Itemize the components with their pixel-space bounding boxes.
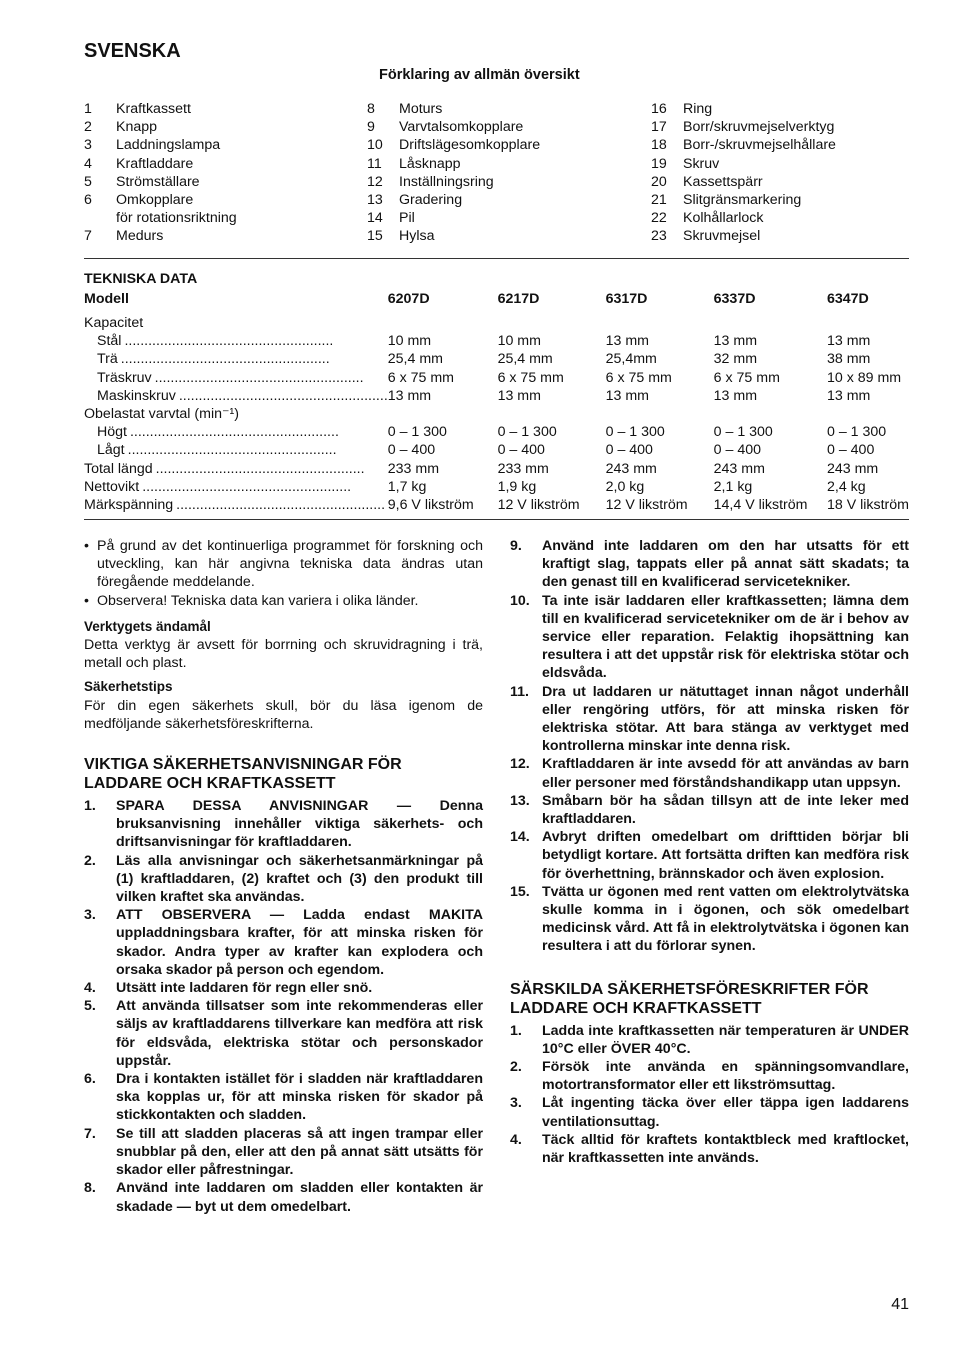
note-bullet bbox=[84, 537, 483, 592]
section1-list-left bbox=[84, 797, 483, 1216]
spec-value: 13 mm bbox=[605, 333, 649, 350]
spec-value: 12 V likström bbox=[497, 497, 580, 514]
spec-leader-dots: ..................................................... bbox=[142, 478, 352, 495]
legend-number: 3 bbox=[84, 137, 92, 154]
list-item-number: 15. bbox=[510, 883, 530, 900]
list-item bbox=[84, 997, 483, 1070]
legend-label: Strömställare bbox=[116, 173, 200, 190]
purpose-heading: Verktygets ändamål bbox=[84, 618, 211, 634]
list-item-text: Låt ingenting täcka över eller täppa igen laddarens ventilationsuttag. bbox=[542, 1095, 909, 1130]
spec-label-cell bbox=[84, 423, 388, 441]
spec-value: 0 – 400 bbox=[605, 442, 653, 459]
spec-value: 2,4 kg bbox=[827, 478, 866, 495]
spec-leader-dots: ..................................................... bbox=[124, 333, 334, 350]
legend-number: 6 bbox=[84, 192, 92, 209]
spec-value bbox=[714, 314, 827, 332]
spec-row bbox=[84, 350, 909, 368]
legend-item bbox=[84, 191, 354, 209]
list-item bbox=[84, 1179, 483, 1215]
legend-number: 11 bbox=[367, 155, 382, 172]
spec-leader-dots: ..................................................... bbox=[176, 497, 386, 514]
list-item-text: Utsätt inte laddaren för regn eller snö. bbox=[116, 980, 373, 997]
legend-item bbox=[367, 173, 637, 191]
legend-number bbox=[84, 209, 116, 227]
spec-value: 243 mm bbox=[713, 460, 765, 477]
spec-value: 2,0 kg bbox=[605, 478, 645, 495]
legend-item bbox=[84, 227, 354, 245]
legend-number: 5 bbox=[84, 173, 92, 190]
legend-item bbox=[367, 118, 637, 136]
left-column bbox=[84, 537, 483, 1216]
spec-value: 13 mm bbox=[713, 333, 758, 350]
spec-value: 0 – 1 300 bbox=[605, 424, 665, 441]
list-item-text: Använd inte laddaren om den har utsatts för ett kraftigt slag, tappats eller på annat sätt skadats; ta den genast till en kvalificerad servicetekniker. bbox=[542, 538, 909, 591]
list-item-number: 1. bbox=[84, 798, 96, 815]
spec-leader-dots: ..................................................... bbox=[129, 424, 339, 441]
spec-label bbox=[84, 478, 388, 496]
list-item-text: Ta inte isär laddaren eller kraftkassetten; lämna dem till en kvalificerad servicetekniker om de är i behov av service eller reparation. Felaktig ihopsättning kan resultera i att det uppstår risk för elektriska stötar och eldsvåda. bbox=[542, 592, 909, 682]
spec-value: 12 V likström bbox=[605, 497, 688, 514]
spec-label bbox=[84, 441, 388, 459]
legend-number: 1 bbox=[84, 101, 92, 117]
legend-item bbox=[367, 155, 637, 173]
spec-row bbox=[84, 478, 909, 496]
spec-label bbox=[84, 423, 388, 441]
legend-item bbox=[367, 227, 637, 245]
right-column bbox=[510, 537, 909, 1167]
list-item-number: 12. bbox=[510, 756, 530, 773]
legend-item bbox=[84, 100, 354, 118]
list-item-number: 3. bbox=[510, 1095, 522, 1112]
list-item-number: 3. bbox=[84, 907, 96, 924]
spec-value bbox=[606, 405, 714, 423]
legend-item bbox=[651, 155, 921, 173]
legend-number: 4 bbox=[84, 155, 92, 172]
legend-label: Borr/skruvmejselverktyg bbox=[683, 119, 835, 136]
spec-label bbox=[84, 350, 388, 368]
spec-row bbox=[84, 387, 909, 405]
spec-leader-dots bbox=[239, 405, 388, 423]
legend-number: 13 bbox=[367, 192, 383, 209]
list-item-number: 14. bbox=[510, 829, 530, 846]
legend-label: Inställningsring bbox=[399, 173, 494, 190]
legend-number: 10 bbox=[367, 137, 383, 154]
list-item bbox=[510, 883, 909, 956]
legend-label: för rotationsriktning bbox=[116, 210, 237, 227]
spec-row bbox=[84, 314, 909, 332]
list-item bbox=[84, 797, 483, 852]
list-item-number: 2. bbox=[510, 1059, 522, 1076]
spec-value bbox=[498, 405, 606, 423]
note-text: Observera! Tekniska data kan variera i olika länder. bbox=[97, 592, 419, 609]
legend-label: Omkopplare bbox=[116, 192, 194, 209]
spec-row bbox=[84, 369, 909, 387]
list-item bbox=[510, 1022, 909, 1058]
list-item-text: Dra i kontakten istället för i sladden när kraftladdaren ska kopplas ur, för att minska risken för skador på stickkontakten och sladden. bbox=[116, 1071, 483, 1124]
spec-value: 1,7 kg bbox=[387, 478, 427, 495]
spec-value: 14,4 V likström bbox=[713, 497, 808, 514]
spec-value: 13 mm bbox=[713, 387, 758, 404]
spec-row bbox=[84, 441, 909, 459]
spec-value: 13 mm bbox=[387, 387, 432, 404]
list-item-number: 1. bbox=[510, 1022, 522, 1039]
list-item-text: Småbarn bör ha sådan tillsyn att de inte leker med kraftladdaren. bbox=[542, 792, 909, 828]
spec-label-text: Stål bbox=[97, 333, 122, 350]
spec-leader-dots: ..................................................... bbox=[178, 387, 388, 404]
list-item-number: 7. bbox=[84, 1125, 96, 1142]
spec-value: 0 – 400 bbox=[713, 442, 761, 459]
spec-label-cell bbox=[84, 387, 388, 405]
legend-number: 7 bbox=[84, 228, 92, 245]
spec-label-cell bbox=[84, 314, 388, 332]
spec-label-text: Maskinskruv bbox=[97, 387, 176, 404]
legend-label: Skruvmejsel bbox=[683, 228, 761, 245]
spec-label bbox=[84, 332, 388, 350]
legend-item bbox=[651, 227, 921, 245]
legend-number: 23 bbox=[651, 228, 667, 245]
spec-table bbox=[84, 290, 909, 514]
legend-item bbox=[651, 173, 921, 191]
list-item-number: 8. bbox=[84, 1180, 96, 1197]
spec-row bbox=[84, 405, 909, 423]
legend-label: Kraftladdare bbox=[116, 155, 194, 172]
legend-item bbox=[367, 191, 637, 209]
list-item bbox=[84, 852, 483, 907]
spec-value: 0 – 1 300 bbox=[713, 424, 773, 441]
legend-number: 8 bbox=[367, 101, 375, 117]
list-item-text: Avbryt driften omedelbart om drifttiden börjar bli betydligt kortare. Att fortsätta driften kan medföra risk för överhettning, brännskador och även explosion. bbox=[542, 829, 909, 882]
spec-value: 38 mm bbox=[827, 351, 871, 368]
list-item-text: Läs alla anvisningar och säkerhetsanmärkningar på (1) kraftladdaren, (2) kraftet och (3) den produkt till vilken kraftet ska användas. bbox=[116, 852, 483, 906]
list-item-text: Dra ut laddaren ur nätuttaget innan något underhåll eller rengöring utförs, för att minska risken för elektriska stötar. Att bara stänga av verktyget med kontrollerna minskar inte denna risk. bbox=[542, 683, 909, 755]
legend-label: Kassettspärr bbox=[683, 173, 763, 190]
list-item bbox=[84, 1125, 483, 1180]
list-item-text: Försök inte använda en spänningsomvandlare, motortransformator eller ett likströmsuttag. bbox=[542, 1059, 909, 1094]
spec-label-text: Nettovikt bbox=[84, 478, 140, 495]
spec-row bbox=[84, 496, 909, 514]
page-number: 41 bbox=[891, 1296, 909, 1313]
spec-value: 6 x 75 mm bbox=[387, 369, 454, 386]
spec-value: 25,4 mm bbox=[497, 351, 553, 368]
spec-header-model: 6207D bbox=[387, 291, 430, 307]
spec-value bbox=[388, 314, 498, 332]
list-item-text: Använd inte laddaren om sladden eller kontakten är skadade — byt ut dem omedelbart. bbox=[116, 1180, 483, 1215]
legend-label: Laddningslampa bbox=[116, 137, 221, 154]
legend-label: Skruv bbox=[683, 155, 720, 172]
legend-number: 18 bbox=[651, 137, 667, 154]
section-heading-charger-safety: VIKTIGA SÄKERHETSANVISNINGAR FÖR LADDARE OCH KRAFTKASSETT bbox=[84, 756, 402, 793]
legend-number: 21 bbox=[651, 192, 667, 209]
spec-value: 2,1 kg bbox=[713, 478, 753, 495]
list-item bbox=[510, 1094, 909, 1130]
spec-row bbox=[84, 332, 909, 350]
spec-label-cell bbox=[84, 460, 388, 478]
note-bullet bbox=[84, 592, 483, 610]
spec-value: 0 – 400 bbox=[827, 442, 875, 459]
list-item-number: 13. bbox=[510, 792, 530, 809]
list-item bbox=[510, 1058, 909, 1094]
spec-label bbox=[84, 314, 388, 332]
legend-label: Gradering bbox=[399, 192, 463, 209]
legend-number: 15 bbox=[367, 228, 383, 245]
section-heading-special-safety: SÄRSKILDA SÄKERHETSFÖRESKRIFTER FÖR LADDARE OCH KRAFTKASSETT bbox=[510, 980, 869, 1017]
spec-label-text: Obelastat varvtal (min⁻¹) bbox=[84, 406, 239, 423]
spec-label-text: Lågt bbox=[97, 442, 125, 459]
legend-item bbox=[84, 155, 354, 173]
spec-leader-dots: ..................................................... bbox=[120, 351, 330, 368]
spec-value: 13 mm bbox=[827, 333, 871, 350]
spec-label bbox=[84, 405, 388, 423]
list-item-number: 6. bbox=[84, 1071, 96, 1088]
legend-label: Driftslägesomkopplare bbox=[399, 137, 541, 154]
spec-value: 13 mm bbox=[605, 387, 649, 404]
spec-value: 0 – 1 300 bbox=[497, 424, 557, 441]
spec-row bbox=[84, 460, 909, 478]
list-item bbox=[84, 1070, 483, 1125]
legend-item bbox=[367, 209, 637, 227]
spec-label bbox=[84, 387, 388, 405]
legend-item bbox=[84, 136, 354, 154]
legend-number: 22 bbox=[651, 210, 667, 227]
list-item-number: 9. bbox=[510, 538, 522, 554]
spec-header-row bbox=[84, 290, 909, 314]
list-item-text: Ladda inte kraftkassetten när temperaturen är UNDER 10°C eller ÖVER 40°C. bbox=[542, 1022, 909, 1057]
spec-label-text: Trä bbox=[97, 351, 118, 368]
legend-number: 2 bbox=[84, 119, 92, 136]
legend-item bbox=[367, 136, 637, 154]
legend-number: 20 bbox=[651, 173, 667, 190]
page-title: SVENSKA bbox=[84, 40, 181, 62]
spec-label-cell bbox=[84, 441, 388, 459]
legend-label: Hylsa bbox=[399, 228, 435, 245]
spec-value: 0 – 400 bbox=[387, 442, 436, 459]
safety-text: För din egen säkerhets skull, bör du läsa igenom de medföljande säkerhetsföreskrifterna. bbox=[84, 697, 483, 732]
list-item bbox=[84, 906, 483, 979]
list-item bbox=[510, 1131, 909, 1167]
legend-item bbox=[84, 209, 354, 227]
spec-value: 32 mm bbox=[713, 351, 758, 368]
list-item-number: 4. bbox=[84, 980, 96, 997]
legend-label: Kolhållarlock bbox=[683, 210, 764, 227]
spec-label-text: Märkspänning bbox=[84, 497, 174, 514]
legend-label: Varvtalsomkopplare bbox=[399, 119, 524, 136]
spec-label-text: Kapacitet bbox=[84, 315, 144, 331]
spec-value: 25,4mm bbox=[605, 351, 657, 368]
legend-column-2 bbox=[367, 100, 637, 246]
spec-label-cell bbox=[84, 496, 388, 514]
legend-label: Knapp bbox=[116, 119, 158, 136]
list-item-text: Täck alltid för kraftets kontaktbleck med kraftlocket, när kraftkassetten inte används. bbox=[542, 1131, 909, 1167]
spec-header-model: 6317D bbox=[605, 291, 648, 307]
list-item bbox=[510, 792, 909, 828]
spec-row bbox=[84, 423, 909, 441]
spec-leader-dots bbox=[143, 314, 388, 332]
spec-leader-dots: ..................................................... bbox=[155, 460, 365, 477]
list-item-number: 2. bbox=[84, 852, 96, 869]
spec-value: 1,9 kg bbox=[497, 478, 537, 495]
legend-number: 16 bbox=[651, 101, 667, 117]
bullet-glyph: • bbox=[84, 538, 89, 554]
spec-value: 10 mm bbox=[497, 333, 541, 350]
spec-value: 0 – 1 300 bbox=[387, 424, 447, 441]
section2-list bbox=[510, 1022, 909, 1168]
list-item-text: Se till att sladden placeras så att ingen trampar eller snubblar på den, eller att den på annat sätt utsätts för skador eller påfrestningar. bbox=[116, 1125, 483, 1179]
legend-label: Medurs bbox=[116, 228, 164, 245]
spec-value: 18 V likström bbox=[827, 497, 909, 514]
spec-value: 6 x 75 mm bbox=[605, 369, 672, 386]
spec-value: 243 mm bbox=[605, 460, 657, 477]
spec-header-label: Modell bbox=[84, 291, 129, 307]
spec-label-text: Träskruv bbox=[97, 369, 152, 386]
list-item-number: 5. bbox=[84, 998, 96, 1015]
list-item-text: Kraftladdaren är inte avsedd för att användas av barn eller personer med förståndshandikapp utan uppsyn. bbox=[542, 756, 909, 791]
list-item-number: 4. bbox=[510, 1131, 522, 1148]
spec-value: 10 x 89 mm bbox=[827, 369, 902, 386]
spec-value: 25,4 mm bbox=[387, 351, 443, 368]
spec-leader-dots: ..................................................... bbox=[127, 442, 337, 459]
list-item-text: Tvätta ur ögonen med rent vatten om elektrolytvätska skulle komma in i ögonen, och sök omedelbart medicinsk vård. Att få in elektrolytvätska i ögonen kan resultera i att du förlorar synen. bbox=[542, 883, 909, 955]
spec-label-cell bbox=[84, 478, 388, 496]
spec-value: 10 mm bbox=[387, 333, 432, 350]
spec-label bbox=[84, 369, 388, 387]
spec-label-text: Högt bbox=[97, 424, 127, 441]
bullet-glyph: • bbox=[84, 592, 89, 609]
spec-label bbox=[84, 496, 388, 514]
spec-value: 0 – 400 bbox=[497, 442, 545, 459]
legend-label: Moturs bbox=[399, 101, 443, 117]
spec-value: 233 mm bbox=[497, 460, 549, 477]
note-text: På grund av det kontinuerliga programmet för forskning och utveckling, kan här angivna tekniska data ändras utan föregående meddelande. bbox=[97, 538, 483, 591]
legend-item bbox=[651, 191, 921, 209]
tech-data-heading: TEKNISKA DATA bbox=[84, 271, 198, 287]
legend-item bbox=[651, 100, 921, 118]
spec-label-cell bbox=[84, 350, 388, 368]
list-item bbox=[510, 828, 909, 883]
spec-value bbox=[498, 314, 606, 332]
list-item-text: ATT OBSERVERA — Ladda endast MAKITA uppladdningsbara krafter, för att minska risken för skador. Andra typer av krafter kan explodera och orsaka skador på person och egendom. bbox=[116, 907, 483, 978]
spec-value: 233 mm bbox=[387, 460, 440, 477]
spec-value: 243 mm bbox=[827, 460, 879, 477]
legend-label: Slitgränsmarkering bbox=[683, 192, 802, 209]
list-item-text: SPARA DESSA ANVISNINGAR — Denna bruksanvisning innehåller viktiga säkerhets- och driftsanvisningar för kraftladdaren. bbox=[116, 798, 483, 851]
spec-leader-dots: ..................................................... bbox=[154, 369, 364, 386]
list-item bbox=[510, 683, 909, 756]
legend-label: Ring bbox=[683, 101, 713, 117]
spec-value: 9,6 V likström bbox=[387, 497, 474, 514]
section1-list-right bbox=[510, 537, 909, 956]
legend-item bbox=[651, 136, 921, 154]
legend-item bbox=[84, 173, 354, 191]
list-item bbox=[510, 537, 909, 592]
spec-value bbox=[714, 405, 827, 423]
legend-item bbox=[651, 209, 921, 227]
legend-number: 17 bbox=[651, 119, 667, 136]
spec-header-model: 6337D bbox=[713, 291, 756, 307]
spec-value bbox=[827, 405, 909, 423]
spec-value: 13 mm bbox=[827, 387, 871, 404]
divider-bottom bbox=[84, 519, 909, 520]
list-item bbox=[510, 755, 909, 791]
purpose-text: Detta verktyg är avsett för borrning och skruvidragning i trä, metall och plast. bbox=[84, 637, 483, 672]
spec-label-cell bbox=[84, 369, 388, 387]
list-item-number: 10. bbox=[510, 592, 530, 609]
list-item-number: 11. bbox=[510, 683, 529, 700]
spec-label-cell bbox=[84, 332, 388, 350]
spec-value: 6 x 75 mm bbox=[713, 369, 780, 386]
legend-label: Pil bbox=[399, 210, 415, 227]
legend-number: 14 bbox=[367, 210, 383, 227]
legend-item bbox=[84, 118, 354, 136]
overview-subtitle: Förklaring av allmän översikt bbox=[379, 67, 580, 83]
spec-value bbox=[606, 314, 714, 332]
spec-value bbox=[827, 314, 909, 332]
legend-item bbox=[651, 118, 921, 136]
legend-number: 9 bbox=[367, 119, 375, 136]
spec-header-model: 6217D bbox=[497, 291, 540, 307]
legend-column-1 bbox=[84, 100, 354, 246]
legend-label: Låsknapp bbox=[399, 155, 461, 172]
legend-number: 19 bbox=[651, 155, 667, 172]
spec-header-model: 6347D bbox=[827, 291, 869, 307]
divider-top bbox=[84, 258, 909, 259]
legend-label: Kraftkassett bbox=[116, 101, 191, 117]
spec-label bbox=[84, 460, 388, 478]
spec-label-cell bbox=[84, 405, 388, 423]
list-item-text: Att använda tillsatser som inte rekommenderas eller säljs av kraftladdarens tillverkare kan medföra att risk för eldsvåda, elektriska stötar och personskador uppstår. bbox=[116, 998, 483, 1069]
legend-label: Borr-/skruvmejselhållare bbox=[683, 137, 836, 154]
spec-label-text: Total längd bbox=[84, 460, 153, 477]
spec-value: 13 mm bbox=[497, 387, 541, 404]
list-item bbox=[510, 592, 909, 683]
safety-heading: Säkerhetstips bbox=[84, 679, 173, 695]
spec-value: 6 x 75 mm bbox=[497, 369, 564, 386]
legend-item bbox=[367, 100, 637, 118]
legend-number: 12 bbox=[367, 173, 383, 190]
spec-value: 0 – 1 300 bbox=[827, 424, 887, 441]
spec-value bbox=[388, 405, 498, 423]
list-item bbox=[84, 979, 483, 997]
legend-column-3 bbox=[651, 100, 921, 246]
